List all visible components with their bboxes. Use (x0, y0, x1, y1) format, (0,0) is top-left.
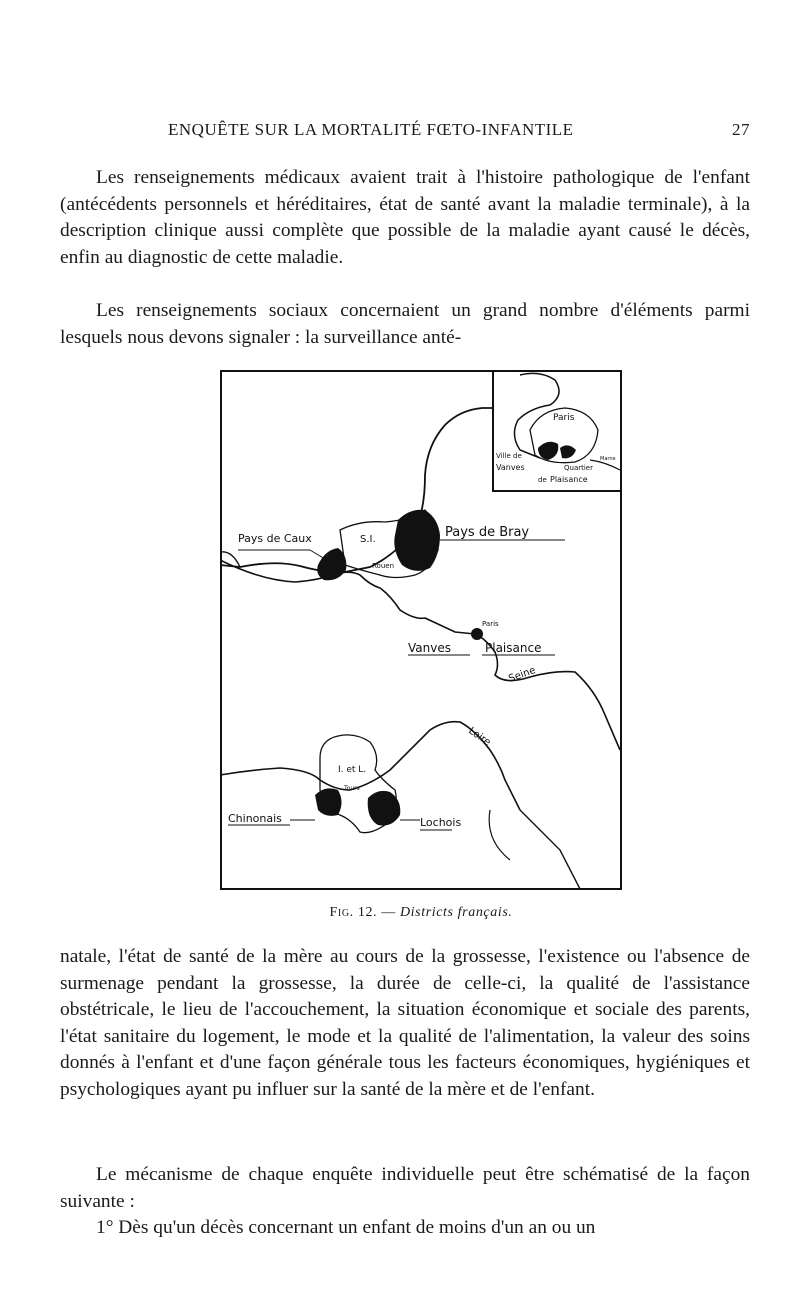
label-paris: Paris (482, 620, 499, 628)
figure-caption (220, 905, 622, 921)
label-tours: Tours (344, 785, 360, 792)
running-head (90, 120, 750, 144)
label-i-et-l: I. et L. (338, 765, 367, 775)
map-svg (220, 370, 622, 890)
chinonais-blob (315, 788, 342, 815)
label-loire: Loire (466, 725, 493, 749)
label-inset-paris: Paris (553, 413, 575, 423)
paragraph-step-one (60, 1215, 750, 1242)
caption-dash: — (377, 905, 400, 920)
label-pays-de-caux: Pays de Caux (238, 532, 312, 545)
label-si: S.I. (360, 534, 376, 545)
paragraph-medical-info (60, 165, 750, 271)
label-pays-de-bray: Pays de Bray (445, 525, 530, 540)
river-branch (489, 810, 510, 860)
pays-de-caux-blob (317, 548, 346, 580)
inset-frame (493, 371, 621, 491)
paragraph-text: 1° Dès qu'un décès concernant un enfant de moins d'un an ou un (96, 1217, 596, 1238)
figure-map-districts (220, 370, 622, 890)
label-inset-plaisance: Plaisance (550, 475, 588, 484)
river-tributary (520, 810, 580, 889)
label-vanves: Vanves (408, 641, 451, 655)
pays-de-bray-blob (394, 510, 440, 571)
paragraph-text: Les renseignements sociaux concernaient un grand nombre d'éléments parmi lesquels nous devons signaler : la surveillance anté- (60, 300, 750, 348)
paris-blob (471, 628, 483, 640)
label-inset-marne: Marne (600, 456, 616, 462)
label-seine: Seine (507, 664, 538, 685)
caption-label: Fig. 12. (329, 905, 378, 920)
label-inset-quartier: Quartier (564, 464, 593, 472)
paragraph-social-info (60, 298, 750, 351)
page-number: 27 (732, 120, 750, 139)
coastline (220, 408, 493, 572)
paragraph-mechanism (60, 1162, 750, 1215)
paragraph-text: natale, l'état de santé de la mère au cours de la grossesse, l'existence ou l'absence de surmenage pendant la grossesse, la durée de celle-ci, la qualité de l'assistance obstétricale, le lieu de l'accouchement, la situation économique et sociale des parents, l'état sanitaire du logement, le mode et la qualité de l'alimentation, la valeur des soins donnés à l'enfant et d'une façon générale tous les facteurs économiques, hygiéniques et psychologiques ayant pu influer sur la santé de la mère et de l'enfant. (60, 946, 750, 1100)
paragraph-text: Les renseignements médicaux avaient trait à l'histoire pathologique de l'enfant (antécédents personnels et héréditaires, état de santé avant la maladie terminale), à la description clinique aussi complète que possible de la maladie ayant causé le décès, enfin au diagnostic de cette maladie. (60, 167, 750, 268)
lochois-blob (368, 791, 401, 826)
running-head-title: ENQUÊTE SUR LA MORTALITÉ FŒTO-INFANTILE (168, 120, 574, 139)
label-inset-de: de (538, 476, 547, 484)
paragraph-social-continued (60, 944, 750, 1104)
caption-text: Districts français. (399, 905, 513, 920)
label-lochois: Lochois (420, 816, 462, 829)
paragraph-text: Le mécanisme de chaque enquête individuelle peut être schématisé de la façon suivante : (60, 1164, 750, 1212)
label-inset-vanves: Vanves (496, 463, 525, 472)
label-rouen: Rouen (372, 562, 395, 570)
label-plaisance: Plaisance (485, 641, 542, 655)
label-chinonais: Chinonais (228, 812, 282, 825)
label-inset-ville-de: Ville de (496, 452, 522, 460)
